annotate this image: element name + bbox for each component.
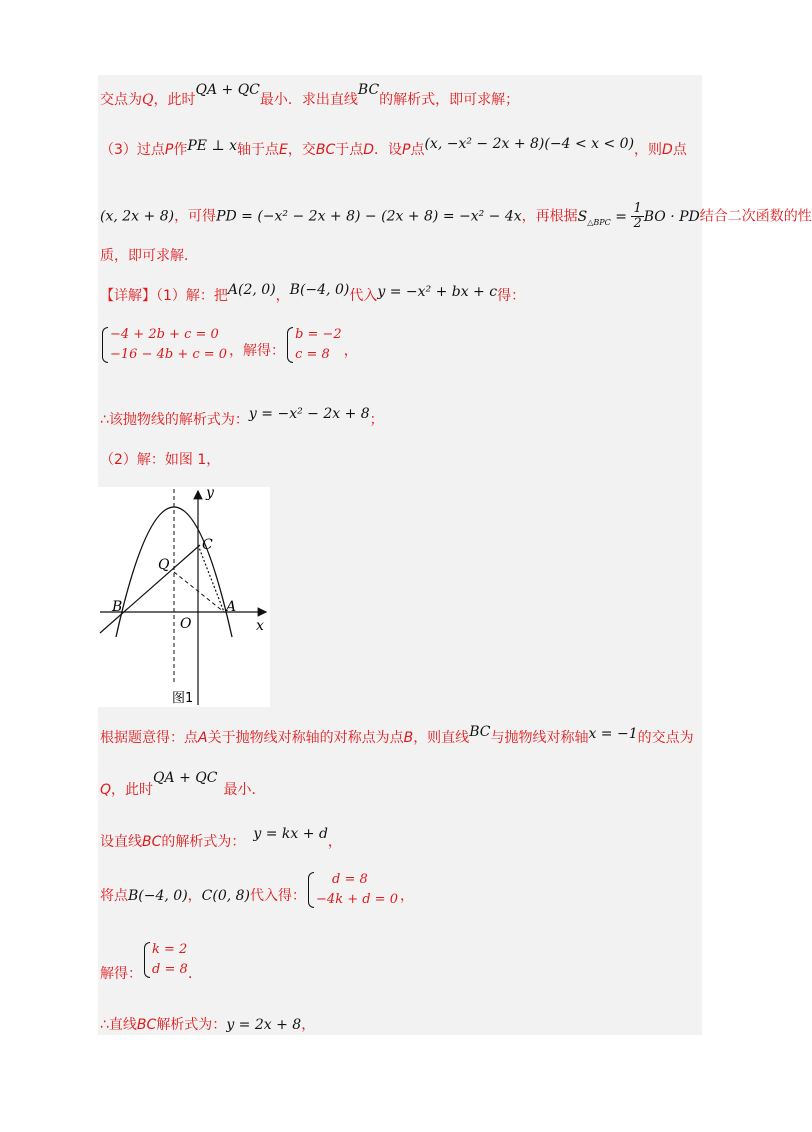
text: 最小． (223, 782, 266, 798)
text: ， (275, 288, 290, 304)
text: 于点 (335, 142, 364, 158)
label-y: y (206, 485, 214, 501)
var-bc: BC (142, 834, 162, 850)
math-point-b: B(−4, 0) (128, 888, 188, 904)
var-p: P (164, 142, 174, 158)
text: （3）过点 (100, 142, 165, 158)
text: 的交点为 (637, 730, 694, 746)
paragraph-8 (100, 450, 220, 470)
text: 作 (173, 142, 188, 158)
text: ， (399, 888, 414, 904)
var-bc: BC (136, 1017, 157, 1033)
text: 解析式为： (156, 1017, 227, 1033)
label-b: B (112, 599, 123, 615)
text: 轴于点 (236, 142, 279, 158)
text: 质，即可求解． (100, 248, 198, 264)
text: ，则 (634, 142, 663, 158)
math-point-b: B(−4, 0) (289, 282, 350, 298)
math-parabola-result: y = −x² − 2x + 8 (248, 406, 370, 422)
label-a: A (226, 599, 237, 615)
paragraph-2 (100, 136, 687, 160)
var-e: E (278, 142, 288, 158)
math-qa-qc: QA + QC (195, 82, 260, 98)
text: 点 (410, 142, 425, 158)
text: ，此时 (111, 782, 154, 798)
paragraph-3 (100, 202, 812, 232)
math-point-d: (x, 2x + 8) (100, 208, 175, 225)
text: 代入得： (250, 888, 307, 904)
math-point-p: (x, −x² − 2x + 8)(−4 < x < 0) (424, 136, 635, 152)
text: 得： (497, 288, 526, 304)
text: 最小．求出直线 (259, 92, 358, 108)
text: 的解析式为： (161, 834, 246, 850)
text: ，交 (287, 142, 316, 158)
segment-ca (198, 545, 224, 612)
text: 与抛物线对称轴 (490, 730, 589, 746)
paragraph-11 (100, 826, 342, 852)
text: ，则直线 (413, 730, 470, 746)
label-x: x (256, 618, 264, 634)
math-point-c: C(0, 8) (201, 888, 251, 904)
text: （2）解：如图 1， (100, 452, 221, 468)
var-bc: BC (315, 142, 336, 158)
text: ∴直线 (100, 1017, 137, 1033)
math-area: $S_{\triangle BPC}$ = $\frac{1}{2}$ BO · PD (577, 201, 700, 231)
text: ， (327, 834, 342, 850)
text: 代入 (349, 288, 378, 304)
math-point-a: A(2, 0) (227, 282, 276, 298)
paragraph-12 (100, 870, 414, 910)
paragraph-10 (100, 770, 266, 800)
var-q: Q (100, 782, 112, 798)
var-q: Q (142, 92, 154, 108)
var-d: D (363, 142, 375, 158)
paragraph-7 (100, 406, 384, 430)
math-parabola-general: y = −x² + bx + c (377, 284, 498, 300)
var-d: D (662, 142, 673, 158)
text: 交点为 (100, 92, 142, 108)
label-q: Q (158, 557, 170, 573)
paragraph-4 (100, 246, 198, 266)
text: 将点 (100, 888, 128, 904)
text: ， (301, 1017, 316, 1033)
math-qa-qc: QA + QC (153, 770, 218, 786)
text: 的解析式，即可求解； (379, 92, 520, 108)
equation-system-1: −4 + 2b + c = 0 −16 − 4b + c = 0 (102, 325, 227, 365)
parabola-diagram (98, 487, 270, 707)
math-symmetry-axis: x = −1 (588, 726, 638, 742)
text: 解得： (100, 966, 142, 982)
text: 【详解】（1）解：把 (100, 288, 228, 304)
var-a: A (198, 730, 208, 746)
text: ，可得 (174, 208, 217, 225)
equation-system-2: d = 8 −4k + d = 0 (308, 870, 398, 910)
text: ． (188, 966, 202, 982)
paragraph-13 (100, 942, 202, 982)
paragraph-5 (100, 282, 526, 306)
paragraph-1 (100, 82, 520, 110)
label-o: O (180, 616, 192, 632)
math-bc: BC (357, 82, 380, 98)
text: ； (369, 412, 384, 428)
text: ∴该抛物线的解析式为： (100, 412, 249, 428)
text: ，再根据 (521, 208, 578, 225)
text: 关于抛物线对称轴的对称点为点 (207, 730, 404, 746)
paragraph-6 (100, 325, 358, 365)
text: ， (343, 343, 358, 359)
math-line-result: y = 2x + 8 (226, 1017, 302, 1033)
math-bc: BC (469, 724, 491, 740)
figure-1 (98, 487, 270, 707)
text: 设直线 (100, 834, 142, 850)
text: 根据题意得：点 (100, 730, 198, 746)
text: ， (187, 888, 202, 904)
math-pd: PD = (−x² − 2x + 8) − (2x + 8) = −x² − 4x (216, 208, 522, 225)
text: 结合二次函数的性 (699, 208, 812, 225)
figure-caption: 图1 (172, 691, 194, 706)
paragraph-9 (100, 724, 694, 748)
var-b: B (403, 730, 414, 746)
solution-system-2: k = 2 d = 8 (144, 940, 188, 980)
text: ，解得： (229, 343, 286, 359)
text: ．设 (374, 142, 403, 158)
paragraph-14 (100, 1015, 315, 1035)
solution-system-1: b = −2 c = 8 (287, 325, 342, 365)
math-pe-perp: PE ⊥ x (187, 138, 237, 154)
label-c: C (202, 537, 213, 553)
text: ，此时 (153, 92, 196, 108)
text: 点 (672, 142, 687, 158)
math-line-general: y = kx + d (253, 826, 328, 842)
var-p: P (402, 142, 411, 158)
